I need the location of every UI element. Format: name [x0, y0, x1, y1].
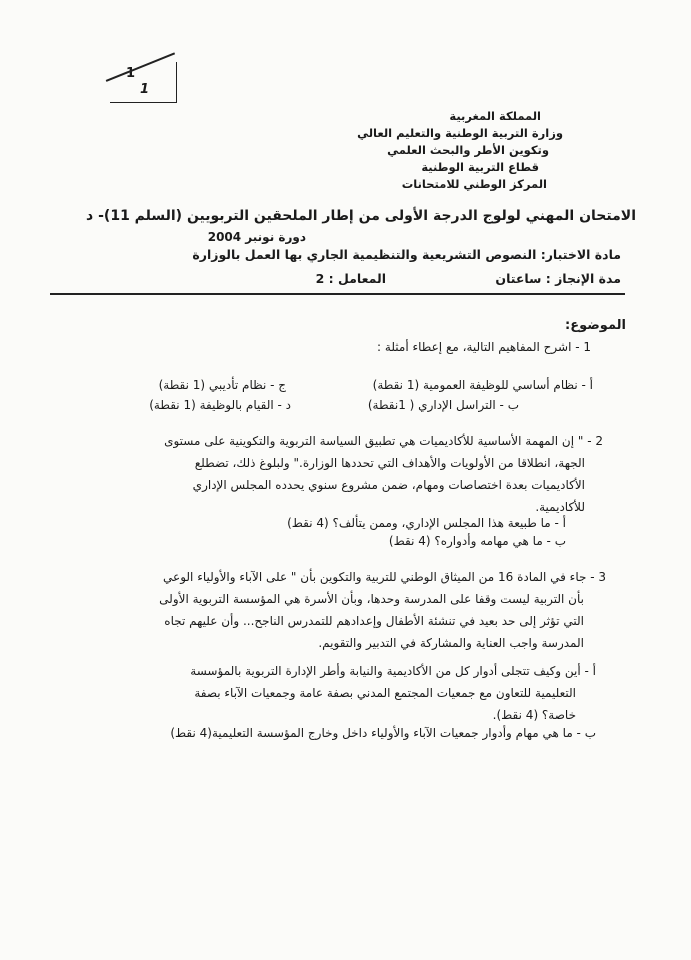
header-line: وتكوين الأطر والبحث العلمي [387, 143, 549, 157]
exam-session: دورة نونبر 2004 [207, 230, 306, 244]
q1-item-a: أ - نظام أساسي للوظيفة العمومية (1 نقطة) [372, 378, 593, 392]
exam-coefficient: المعامل : 2 [315, 271, 386, 286]
header-divider [50, 293, 625, 295]
subject-heading: الموضوع: [565, 318, 626, 333]
page-box-diagonal [106, 52, 175, 81]
q1-prompt: 1 - اشرح المفاهيم التالية، مع إعطاء أمثلة : [377, 340, 591, 354]
q3-a-line: أ - أين وكيف تتجلى أدوار كل من الأكاديمية والنيابة وأطر الإدارة التربوية بالمؤسسة [190, 664, 596, 678]
q1-item-b: ب - التراسل الإداري ( 1نقطة) [367, 398, 519, 412]
q2-line: الجهة، انطلاقا من الأولويات والأهداف التي تحددها الوزارة." ولبلوغ ذلك، تضطلع [194, 456, 585, 470]
q2-line: للأكاديمية. [535, 500, 585, 514]
page-number-box [110, 62, 177, 103]
q3-item-b: ب - ما هي مهام وأدوار جمعيات الآباء والأولياء داخل وخارج المؤسسة التعليمية(4 نقط) [170, 726, 596, 740]
q3-line: التي تؤثر إلى حد بعيد في تنشئة الأطفال وإعدادهم للتمدرس الناجح... وأن عليهم تجاه [164, 614, 584, 628]
header-line: وزارة التربية الوطنية والتعليم العالي [357, 126, 563, 140]
exam-subject: مادة الاختبار: النصوص التشريعية والتنظيمية الجاري بها العمل بالوزارة [192, 247, 621, 262]
q2-item-b: ب - ما هي مهامه وأدواره؟ (4 نقط) [388, 534, 566, 548]
q3-line: بأن التربية ليست وقفا على المدرسة وحدها، وبأن الأسرة هي المؤسسة التربوية الأولى [159, 592, 584, 606]
header-line: قطاع التربية الوطنية [421, 160, 539, 174]
q2-text [164, 430, 603, 518]
q3-text [159, 566, 606, 654]
q3-item-a [190, 660, 596, 726]
q1-item-c: ج - نظام تأديبي (1 نقطة) [158, 378, 286, 392]
page-number: 1 [126, 66, 136, 81]
q3-line: المدرسة واجب العناية والمشاركة في التدبير والتقويم. [318, 636, 584, 650]
header-line: المملكة المغربية [449, 109, 541, 123]
header-line: المركز الوطني للامتحانات [401, 177, 547, 191]
q3-line: 3 - جاء في المادة 16 من الميثاق الوطني للتربية والتكوين بأن " على الآباء والأولياء الوعي [163, 570, 606, 584]
exam-duration: مدة الإنجاز : ساعتان [495, 271, 621, 286]
q2-line: الأكاديميات بعدة اختصاصات ومهام، ضمن مشروع سنوي يحدده المجلس الإداري [192, 478, 585, 492]
q2-line: 2 - " إن المهمة الأساسية للأكاديميات هي تطبيق السياسة التربوية والتكوينية على مستوى [164, 434, 603, 448]
q3-a-line: خاصة؟ (4 نقط). [492, 708, 576, 722]
institution-header [303, 108, 563, 193]
page-total: 1 [140, 82, 150, 97]
q2-item-a: أ - ما طبيعة هذا المجلس الإداري، وممن يتألف؟ (4 نقط) [287, 516, 566, 530]
q1-item-d: د - القيام بالوظيفة (1 نقطة) [149, 398, 291, 412]
exam-title: الامتحان المهني لولوج الدرجة الأولى من إطار الملحقين التربويين (السلم 11)- د [86, 208, 636, 224]
q3-a-line: التعليمية للتعاون مع جمعيات المجتمع المدني بصفة عامة وجمعيات الآباء بصفة [194, 686, 576, 700]
